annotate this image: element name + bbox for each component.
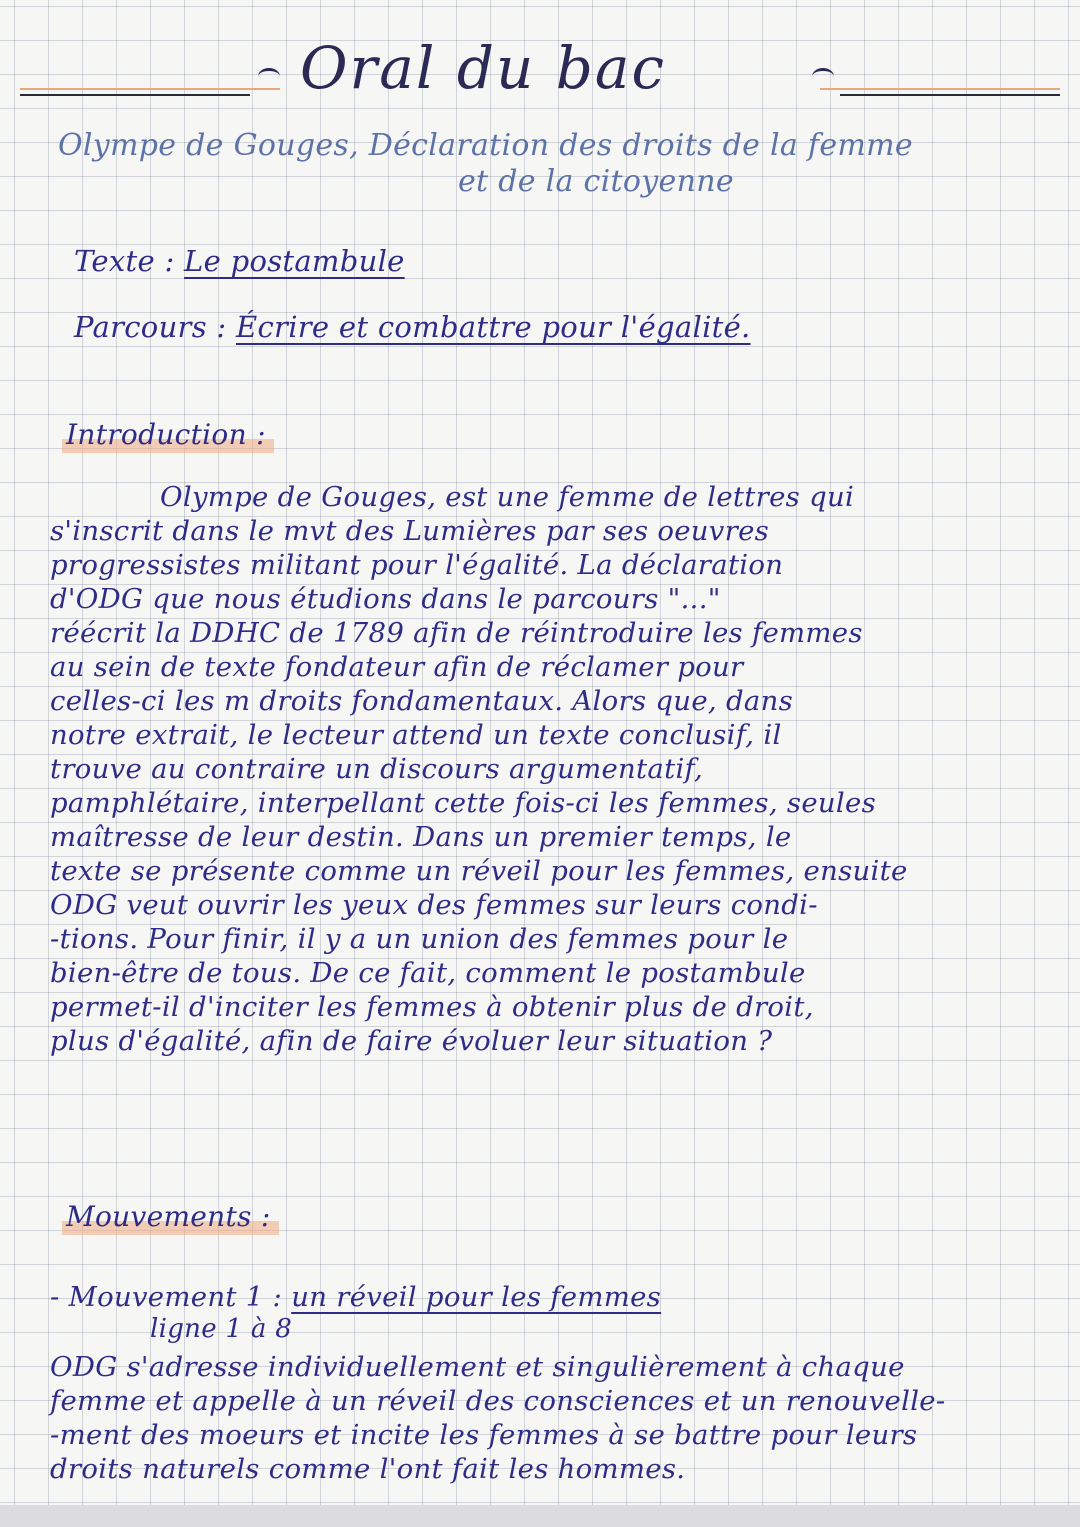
- parcours-label: Parcours :: [74, 310, 227, 344]
- mouvement-line: -ment des moeurs et incite les femmes à se battre pour leurs: [50, 1419, 918, 1451]
- intro-line: Olympe de Gouges, est une femme de lettres qui: [160, 481, 855, 513]
- title-rule-right: [840, 94, 1060, 96]
- title-decoration-left: [258, 68, 280, 85]
- mouvement-1-name: un réveil pour les femmes: [291, 1281, 662, 1313]
- mouvement-1-paragraph: [50, 1350, 1040, 1486]
- title-area: [0, 28, 1080, 124]
- intro-line: celles-ci les m droits fondamentaux. Alors que, dans: [50, 685, 793, 717]
- title-rule-left: [20, 94, 250, 96]
- texte-line: [74, 244, 405, 278]
- intro-line: trouve au contraire un discours argumentatif,: [50, 753, 704, 785]
- work-reference-line2: et de la citoyenne: [458, 164, 734, 199]
- mouvement-line: ODG s'adresse individuellement et singulièrement à chaque: [50, 1351, 905, 1383]
- title-decoration-right: [812, 68, 834, 85]
- introduction-paragraph: [50, 480, 1040, 1058]
- intro-line: texte se présente comme un réveil pour les femmes, ensuite: [50, 855, 908, 887]
- intro-line: au sein de texte fondateur afin de réclamer pour: [50, 651, 744, 683]
- intro-line: d'ODG que nous étudions dans le parcours "...": [50, 583, 721, 615]
- intro-line: réécrit la DDHC de 1789 afin de réintroduire les femmes: [50, 617, 863, 649]
- mouvement-1-title: [50, 1280, 661, 1314]
- work-reference: [58, 128, 1048, 200]
- intro-line: plus d'égalité, afin de faire évoluer leur situation ?: [50, 1025, 773, 1057]
- parcours-line: [74, 310, 751, 344]
- page-title: Oral du bac: [300, 34, 666, 102]
- intro-line: -tions. Pour finir, il y a un union des femmes pour le: [50, 923, 789, 955]
- intro-line: s'inscrit dans le mvt des Lumières par ses oeuvres: [50, 515, 770, 547]
- intro-line: permet-il d'inciter les femmes à obtenir plus de droit,: [50, 991, 814, 1023]
- texte-value: Le postambule: [184, 244, 405, 278]
- mouvements-heading: Mouvements :: [62, 1200, 279, 1235]
- mouvement-line: femme et appelle à un réveil des consciences et un renouvelle-: [50, 1385, 946, 1417]
- intro-line: notre extrait, le lecteur attend un texte conclusif, il: [50, 719, 782, 751]
- texte-label: Texte :: [74, 244, 175, 278]
- mouvement-line: droits naturels comme l'ont fait les hommes.: [50, 1453, 686, 1485]
- intro-line: pamphlétaire, interpellant cette fois-ci les femmes, seules: [50, 787, 876, 819]
- intro-line: progressistes militant pour l'égalité. La déclaration: [50, 549, 784, 581]
- work-reference-line1: Olympe de Gouges, Déclaration des droits de la femme: [58, 128, 913, 163]
- mouvement-1-line-range: ligne 1 à 8: [150, 1314, 293, 1344]
- title-highlight-left: [20, 88, 280, 90]
- parcours-value: Écrire et combattre pour l'égalité.: [236, 310, 751, 344]
- intro-line: bien-être de tous. De ce fait, comment le postambule: [50, 957, 806, 989]
- introduction-heading: Introduction :: [62, 418, 274, 453]
- title-highlight-right: [820, 88, 1060, 90]
- intro-line: ODG veut ouvrir les yeux des femmes sur leurs condi-: [50, 889, 818, 921]
- intro-line: maîtresse de leur destin. Dans un premier temps, le: [50, 821, 792, 853]
- page-bottom-edge: [0, 1505, 1080, 1527]
- mouvement-1-label: - Mouvement 1 :: [50, 1281, 283, 1313]
